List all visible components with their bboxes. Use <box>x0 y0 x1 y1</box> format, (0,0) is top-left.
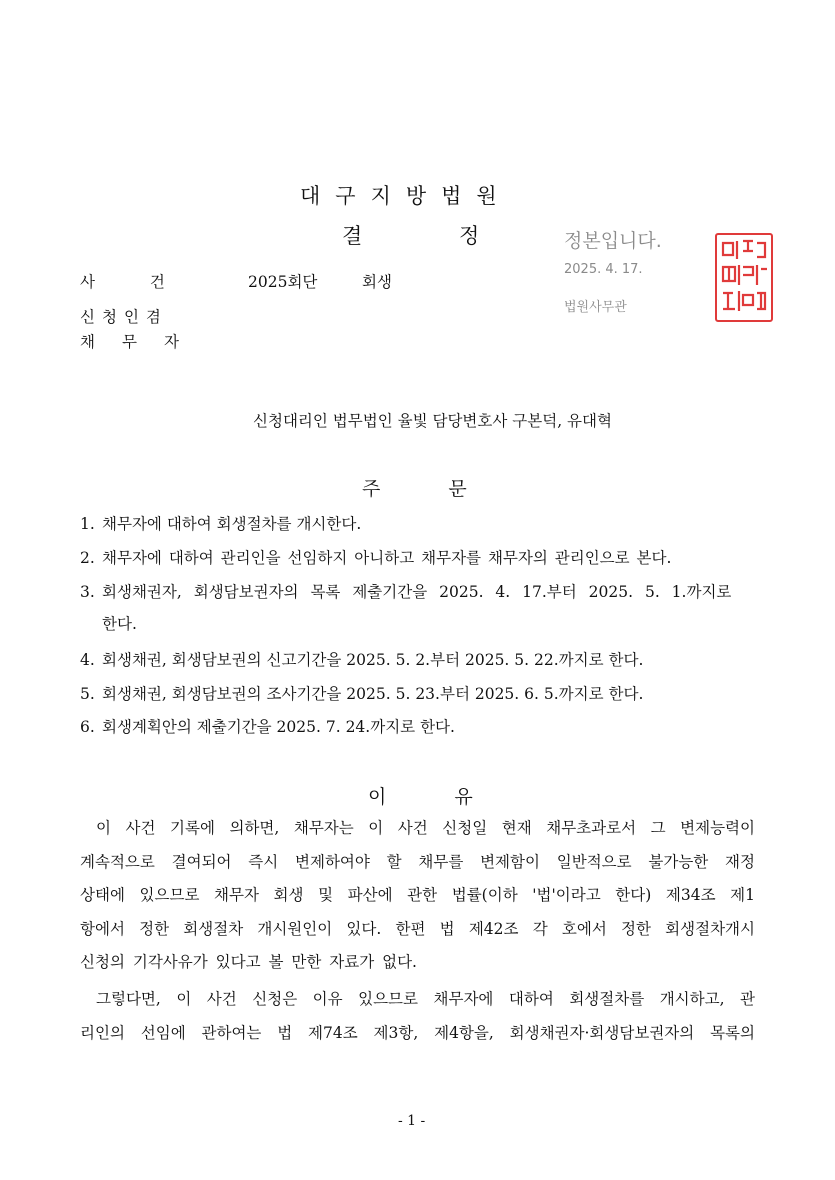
reason-line-5: 신청의 기각사유가 있다고 볼 만한 자료가 없다. <box>80 953 417 971</box>
reason-line-3: 상태에 있으므로 채무자 회생 및 파산에 관한 법률(이하 '법'이라고 한다) 제34조 제1 <box>80 886 755 904</box>
order-item-5: 5. 회생채권, 회생담보권의 조사기간을 2025. 5. 23.부터 2025. 6. 5.까지로 한다. <box>80 685 644 703</box>
order-item-3: 3. 회생채권자, 회생담보권자의 목록 제출기간을 2025. 4. 17.부터 2025. 5. 1.까지로 <box>80 583 732 601</box>
order-item-3-cont: 한다. <box>102 615 137 633</box>
court-name: 대구지방법원 <box>300 184 512 208</box>
reason-line-2: 계속적으로 결여되어 즉시 변제하여야 할 채무를 변제함이 일반적으로 불가능한 재정 <box>80 853 755 871</box>
reason-line-6: 그렇다면, 이 사건 신청은 이유 있으므로 채무자에 대하여 회생절차를 개시하고, 관 <box>96 990 755 1008</box>
reason-line-4: 항에서 정한 회생절차 개시원인이 있다. 한편 법 제42조 각 호에서 정한 회생절차개시 <box>80 920 755 938</box>
party-label-2: 채무자 <box>80 333 206 351</box>
page-number: - 1 - <box>398 1113 426 1129</box>
order-item-2: 2. 채무자에 대하여 관리인을 선임하지 아니하고 채무자를 채무자의 관리인으로 본다. <box>80 549 672 567</box>
order-item-4: 4. 회생채권, 회생담보권의 신고기간을 2025. 5. 2.부터 2025. 5. 22.까지로 한다. <box>80 651 644 669</box>
case-label-text: 사 건 <box>80 273 165 291</box>
party-label-1: 신청인겸 <box>80 308 168 326</box>
case-label <box>80 270 180 292</box>
case-type: 회생 <box>362 273 392 291</box>
seal-icon <box>717 235 771 320</box>
copy-stamp-title: 정본입니다. <box>564 230 662 252</box>
order-item-1: 1. 채무자에 대하여 회생절차를 개시한다. <box>80 515 362 533</box>
order-heading: 주 문 <box>362 478 467 500</box>
copy-stamp-date: 2025. 4. 17. <box>564 262 643 277</box>
legal-agent: 신청대리인 법무법인 율빛 담당변호사 구본덕, 유대혁 <box>253 412 612 430</box>
reason-line-1: 이 사건 기록에 의하면, 채무자는 이 사건 신청일 현재 채무초과로서 그 변제능력이 <box>96 819 755 837</box>
order-item-6: 6. 회생계획안의 제출기간을 2025. 7. 24.까지로 한다. <box>80 718 455 736</box>
document-type: 결 정 <box>342 224 480 248</box>
copy-stamp-officer: 법원사무관 <box>564 300 627 315</box>
court-seal <box>715 233 773 322</box>
case-number: 2025회단 <box>248 273 318 291</box>
reason-line-7: 리인의 선임에 관하여는 법 제74조 제3항, 제4항을, 회생채권자·회생담보권자의 목록의 <box>80 1024 755 1042</box>
reason-heading: 이 유 <box>368 786 473 808</box>
